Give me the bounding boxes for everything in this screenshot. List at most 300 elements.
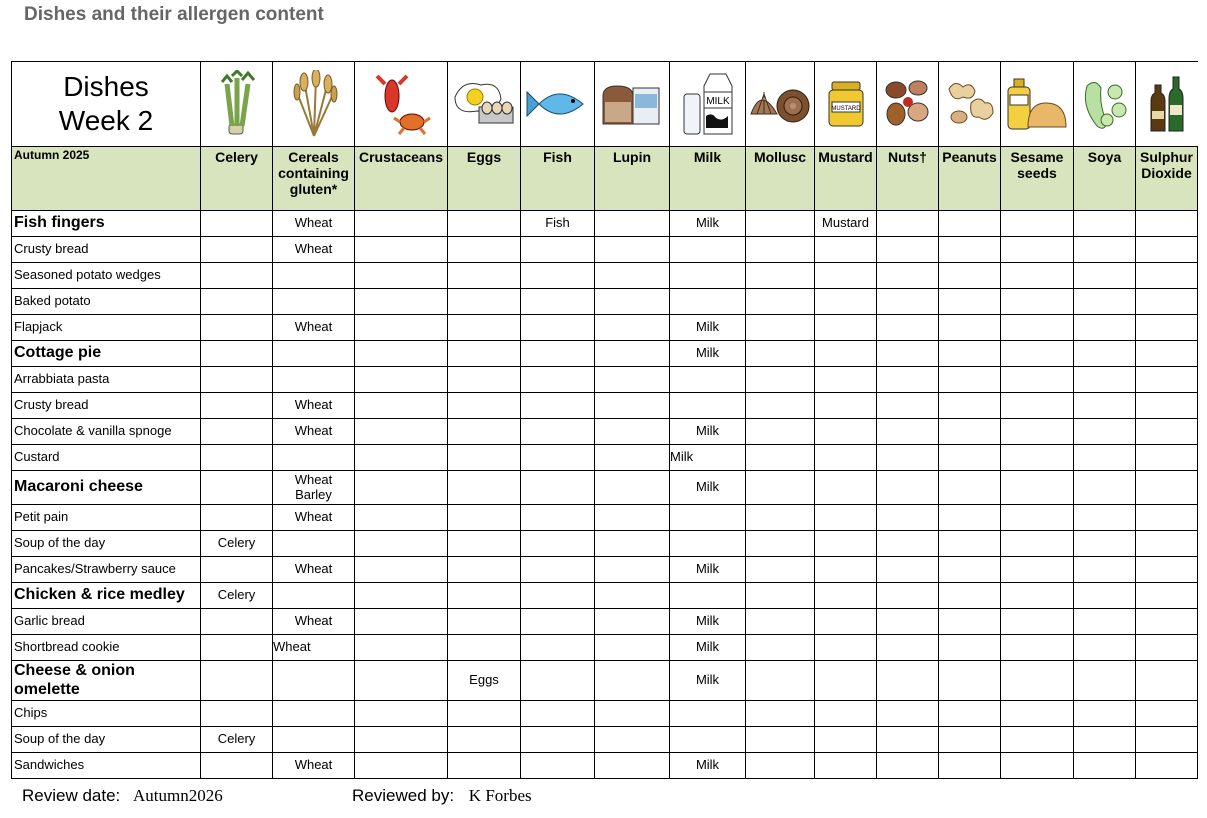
allergen-cell-soya: [1074, 393, 1136, 419]
allergen-cell-cereals-gluten: Wheat: [273, 237, 355, 263]
allergen-cell-mollusc: [746, 753, 815, 779]
allergen-cell-fish: [521, 289, 595, 315]
allergen-cell-lupin: [595, 609, 670, 635]
allergen-cell-soya: [1074, 263, 1136, 289]
allergen-cell-crustaceans: [355, 531, 448, 557]
allergen-cell-mollusc: [746, 237, 815, 263]
allergen-cell-fish: [521, 609, 595, 635]
dish-rows: [12, 211, 1198, 779]
allergen-cell-peanuts: [939, 237, 1001, 263]
allergen-cell-celery: [201, 419, 273, 445]
table-row: [12, 211, 1198, 237]
review-date-label: Review date:: [22, 786, 121, 805]
allergen-cell-soya: [1074, 661, 1136, 701]
allergen-cell-eggs: [448, 237, 521, 263]
allergen-cell-sesame: [1001, 263, 1074, 289]
allergen-cell-lupin: [595, 753, 670, 779]
allergen-cell-eggs: [448, 419, 521, 445]
allergen-cell-crustaceans: [355, 505, 448, 531]
header-lupin: Lupin: [595, 147, 670, 211]
sesame-oil-bread-icon: [1006, 77, 1068, 131]
allergen-cell-fish: [521, 661, 595, 701]
table-row: [12, 393, 1198, 419]
fish-icon-cell: [521, 62, 595, 147]
allergen-cell-sesame: [1001, 583, 1074, 609]
allergen-cell-sulphur-dioxide: [1136, 419, 1198, 445]
allergen-cell-mollusc: [746, 445, 815, 471]
allergen-cell-soya: [1074, 531, 1136, 557]
week-title-cell: [12, 62, 201, 147]
allergen-cell-nuts: [877, 419, 939, 445]
allergen-cell-soya: [1074, 609, 1136, 635]
allergen-cell-mustard: [815, 289, 877, 315]
dish-name: Arrabbiata pasta: [12, 367, 201, 393]
allergen-cell-peanuts: [939, 701, 1001, 727]
dish-name: Soup of the day: [12, 727, 201, 753]
reviewed-by: [352, 786, 532, 806]
allergen-cell-fish: Fish: [521, 211, 595, 237]
allergen-cell-sesame: [1001, 727, 1074, 753]
allergen-cell-sesame: [1001, 609, 1074, 635]
allergen-cell-sulphur-dioxide: [1136, 727, 1198, 753]
dish-name: Sandwiches: [12, 753, 201, 779]
allergen-cell-crustaceans: [355, 583, 448, 609]
allergen-cell-mustard: Mustard: [815, 211, 877, 237]
crustacean-icon-cell: [355, 62, 448, 147]
allergen-cell-milk: [670, 289, 746, 315]
allergen-cell-crustaceans: [355, 419, 448, 445]
allergen-cell-cereals-gluten: [273, 531, 355, 557]
allergen-cell-eggs: [448, 557, 521, 583]
allergen-cell-mustard: [815, 753, 877, 779]
allergen-cell-lupin: [595, 471, 670, 505]
allergen-cell-soya: [1074, 367, 1136, 393]
allergen-cell-celery: [201, 237, 273, 263]
allergen-cell-nuts: [877, 609, 939, 635]
allergen-cell-eggs: [448, 315, 521, 341]
allergen-cell-nuts: [877, 289, 939, 315]
table-row: [12, 531, 1198, 557]
allergen-cell-celery: [201, 635, 273, 661]
allergen-cell-lupin: [595, 701, 670, 727]
header-sesame: Sesame seeds: [1001, 147, 1074, 211]
dish-name: Cottage pie: [12, 341, 201, 367]
allergen-cell-milk: Milk: [670, 557, 746, 583]
season-label: Autumn 2025: [12, 147, 201, 211]
allergen-cell-lupin: [595, 505, 670, 531]
allergen-cell-cereals-gluten: Wheat: [273, 635, 355, 661]
allergen-cell-mustard: [815, 609, 877, 635]
allergen-cell-fish: [521, 471, 595, 505]
lupin-icon-cell: [595, 62, 670, 147]
allergen-cell-cereals-gluten: Wheat: [273, 753, 355, 779]
allergen-cell-lupin: [595, 341, 670, 367]
allergen-cell-sulphur-dioxide: [1136, 341, 1198, 367]
allergen-cell-mollusc: [746, 557, 815, 583]
allergen-cell-fish: [521, 727, 595, 753]
allergen-cell-sesame: [1001, 505, 1074, 531]
header-fish: Fish: [521, 147, 595, 211]
dish-name: Petit pain: [12, 505, 201, 531]
allergen-cell-nuts: [877, 583, 939, 609]
allergen-cell-lupin: [595, 583, 670, 609]
allergen-cell-celery: [201, 557, 273, 583]
allergen-cell-cereals-gluten: Wheat: [273, 419, 355, 445]
allergen-cell-soya: [1074, 237, 1136, 263]
allergen-cell-sulphur-dioxide: [1136, 753, 1198, 779]
peanuts-icon: [943, 77, 997, 131]
allergen-cell-lupin: [595, 289, 670, 315]
allergen-cell-mollusc: [746, 471, 815, 505]
allergen-cell-sesame: [1001, 211, 1074, 237]
allergen-cell-celery: [201, 445, 273, 471]
dish-name: Chocolate & vanilla spnoge: [12, 419, 201, 445]
table-row: [12, 661, 1198, 701]
allergen-cell-mollusc: [746, 583, 815, 609]
svg-text:MUSTARD: MUSTARD: [830, 106, 861, 112]
allergen-cell-milk: [670, 531, 746, 557]
table-row: [12, 583, 1198, 609]
allergen-cell-cereals-gluten: [273, 263, 355, 289]
allergen-cell-milk: Milk: [670, 341, 746, 367]
table-row: [12, 263, 1198, 289]
allergen-cell-fish: [521, 505, 595, 531]
allergen-cell-eggs: [448, 635, 521, 661]
allergen-cell-sesame: [1001, 557, 1074, 583]
allergen-cell-milk: [670, 727, 746, 753]
nuts-icon-cell: [877, 62, 939, 147]
allergen-cell-celery: [201, 471, 273, 505]
allergen-cell-cereals-gluten: [273, 701, 355, 727]
allergen-cell-fish: [521, 237, 595, 263]
allergen-cell-lupin: [595, 531, 670, 557]
table-row: [12, 419, 1198, 445]
allergen-cell-mollusc: [746, 315, 815, 341]
allergen-cell-peanuts: [939, 445, 1001, 471]
allergen-cell-lupin: [595, 445, 670, 471]
dish-name: Seasoned potato wedges: [12, 263, 201, 289]
allergen-cell-mustard: [815, 237, 877, 263]
allergen-cell-sesame: [1001, 635, 1074, 661]
allergen-cell-crustaceans: [355, 701, 448, 727]
allergen-cell-nuts: [877, 263, 939, 289]
allergen-cell-milk: Milk: [670, 315, 746, 341]
allergen-cell-cereals-gluten: Wheat: [273, 315, 355, 341]
header-mollusc: Mollusc: [746, 147, 815, 211]
dish-name: Cheese & onion omelette: [12, 661, 201, 701]
dish-name: Crusty bread: [12, 393, 201, 419]
allergen-cell-eggs: [448, 609, 521, 635]
allergen-cell-lupin: [595, 315, 670, 341]
dish-name: Shortbread cookie: [12, 635, 201, 661]
allergen-cell-cereals-gluten: Wheat Barley: [273, 471, 355, 505]
allergen-cell-eggs: [448, 263, 521, 289]
allergen-cell-peanuts: [939, 583, 1001, 609]
table-row: [12, 341, 1198, 367]
allergen-cell-cereals-gluten: [273, 367, 355, 393]
allergen-cell-nuts: [877, 445, 939, 471]
allergen-cell-soya: [1074, 557, 1136, 583]
table-row: [12, 609, 1198, 635]
reviewed-by-label: Reviewed by:: [352, 786, 455, 805]
allergen-cell-mustard: [815, 471, 877, 505]
allergen-cell-mustard: [815, 505, 877, 531]
allergen-cell-eggs: [448, 445, 521, 471]
allergen-cell-sulphur-dioxide: [1136, 471, 1198, 505]
eggs-icon-cell: [448, 62, 521, 147]
allergen-cell-cereals-gluten: Wheat: [273, 211, 355, 237]
allergen-cell-soya: [1074, 701, 1136, 727]
allergen-cell-mollusc: [746, 505, 815, 531]
allergen-cell-lupin: [595, 419, 670, 445]
dish-name: Chicken & rice medley: [12, 583, 201, 609]
allergen-cell-sesame: [1001, 753, 1074, 779]
allergen-cell-crustaceans: [355, 661, 448, 701]
allergen-cell-lupin: [595, 393, 670, 419]
allergen-cell-celery: Celery: [201, 727, 273, 753]
allergen-cell-nuts: [877, 505, 939, 531]
allergen-cell-nuts: [877, 531, 939, 557]
mollusc-icon-cell: [746, 62, 815, 147]
allergen-cell-peanuts: [939, 471, 1001, 505]
document-title: Dishes and their allergen content: [24, 4, 324, 25]
allergen-cell-sulphur-dioxide: [1136, 263, 1198, 289]
allergen-cell-mollusc: [746, 609, 815, 635]
wheat-icon: [284, 70, 344, 138]
allergen-cell-crustaceans: [355, 315, 448, 341]
dish-name: Macaroni cheese: [12, 471, 201, 505]
dish-name: Flapjack: [12, 315, 201, 341]
allergen-cell-crustaceans: [355, 609, 448, 635]
allergen-cell-crustaceans: [355, 727, 448, 753]
lobster-crab-icon: [370, 72, 432, 136]
allergen-cell-sesame: [1001, 367, 1074, 393]
allergen-cell-sesame: [1001, 471, 1074, 505]
allergen-cell-fish: [521, 701, 595, 727]
allergen-cell-fish: [521, 367, 595, 393]
allergen-cell-crustaceans: [355, 289, 448, 315]
allergen-cell-milk: [670, 505, 746, 531]
allergen-cell-lupin: [595, 263, 670, 289]
allergen-cell-peanuts: [939, 661, 1001, 701]
allergen-cell-lupin: [595, 237, 670, 263]
allergen-cell-cereals-gluten: Wheat: [273, 609, 355, 635]
allergen-cell-peanuts: [939, 531, 1001, 557]
allergen-cell-sulphur-dioxide: [1136, 393, 1198, 419]
allergen-cell-mustard: [815, 661, 877, 701]
allergen-cell-crustaceans: [355, 263, 448, 289]
allergen-cell-milk: [670, 701, 746, 727]
peanuts-icon-cell: [939, 62, 1001, 147]
allergen-cell-eggs: [448, 211, 521, 237]
nuts-icon: [882, 76, 934, 132]
allergen-cell-sesame: [1001, 445, 1074, 471]
allergen-cell-cereals-gluten: Wheat: [273, 393, 355, 419]
dish-name: Garlic bread: [12, 609, 201, 635]
allergen-cell-eggs: [448, 393, 521, 419]
allergen-cell-soya: [1074, 341, 1136, 367]
allergen-cell-eggs: [448, 341, 521, 367]
allergen-cell-mollusc: [746, 661, 815, 701]
allergen-cell-milk: [670, 583, 746, 609]
allergen-cell-mollusc: [746, 635, 815, 661]
allergen-cell-nuts: [877, 635, 939, 661]
allergen-cell-mustard: [815, 727, 877, 753]
allergen-cell-peanuts: [939, 419, 1001, 445]
allergen-cell-eggs: [448, 531, 521, 557]
allergen-cell-soya: [1074, 505, 1136, 531]
header-crustaceans: Crustaceans: [355, 147, 448, 211]
allergen-cell-peanuts: [939, 211, 1001, 237]
allergen-cell-sulphur-dioxide: [1136, 237, 1198, 263]
dish-name: Pancakes/Strawberry sauce: [12, 557, 201, 583]
allergen-cell-crustaceans: [355, 341, 448, 367]
allergen-cell-soya: [1074, 289, 1136, 315]
lupin-flour-icon: [599, 82, 665, 126]
fish-icon: [525, 84, 591, 124]
allergen-cell-sulphur-dioxide: [1136, 315, 1198, 341]
allergen-cell-crustaceans: [355, 753, 448, 779]
allergen-cell-mustard: [815, 263, 877, 289]
table-row: [12, 367, 1198, 393]
allergen-cell-milk: Milk: [670, 753, 746, 779]
allergen-cell-nuts: [877, 367, 939, 393]
allergen-cell-sesame: [1001, 419, 1074, 445]
allergen-cell-nuts: [877, 393, 939, 419]
allergen-cell-celery: [201, 289, 273, 315]
allergen-cell-mollusc: [746, 531, 815, 557]
allergen-cell-eggs: [448, 753, 521, 779]
allergen-cell-sulphur-dioxide: [1136, 583, 1198, 609]
allergen-cell-sesame: [1001, 237, 1074, 263]
dish-name: Fish fingers: [12, 211, 201, 237]
allergen-cell-peanuts: [939, 505, 1001, 531]
review-date: [22, 786, 223, 806]
allergen-cell-soya: [1074, 583, 1136, 609]
allergen-cell-mustard: [815, 419, 877, 445]
allergen-cell-nuts: [877, 471, 939, 505]
allergen-cell-lupin: [595, 635, 670, 661]
allergen-cell-peanuts: [939, 341, 1001, 367]
dish-name: Baked potato: [12, 289, 201, 315]
allergen-cell-sulphur-dioxide: [1136, 661, 1198, 701]
allergen-cell-mollusc: [746, 367, 815, 393]
allergen-cell-eggs: [448, 289, 521, 315]
sesame-icon-cell: [1001, 62, 1074, 147]
allergen-cell-sulphur-dioxide: [1136, 505, 1198, 531]
allergen-cell-milk: Milk: [670, 609, 746, 635]
allergen-cell-eggs: [448, 701, 521, 727]
allergen-cell-soya: [1074, 445, 1136, 471]
allergen-cell-crustaceans: [355, 211, 448, 237]
allergen-cell-sesame: [1001, 341, 1074, 367]
allergen-cell-peanuts: [939, 289, 1001, 315]
allergen-cell-mustard: [815, 341, 877, 367]
allergen-cell-soya: [1074, 753, 1136, 779]
allergen-cell-sesame: [1001, 701, 1074, 727]
allergen-cell-sesame: [1001, 315, 1074, 341]
allergen-cell-crustaceans: [355, 445, 448, 471]
wine-beer-bottles-icon: [1147, 75, 1187, 133]
allergen-cell-eggs: [448, 727, 521, 753]
allergen-cell-fish: [521, 445, 595, 471]
week-title-line2: Week 2: [58, 105, 154, 136]
allergen-cell-sesame: [1001, 531, 1074, 557]
allergen-cell-peanuts: [939, 727, 1001, 753]
allergen-cell-sulphur-dioxide: [1136, 609, 1198, 635]
celery-icon: [212, 70, 262, 138]
allergen-cell-eggs: [448, 367, 521, 393]
allergen-cell-cereals-gluten: [273, 583, 355, 609]
allergen-cell-fish: [521, 315, 595, 341]
dish-name: Crusty bread: [12, 237, 201, 263]
soya-icon-cell: [1074, 62, 1136, 147]
table-row: [12, 753, 1198, 779]
allergen-cell-nuts: [877, 701, 939, 727]
allergen-cell-sulphur-dioxide: [1136, 289, 1198, 315]
mustard-icon-cell: [815, 62, 877, 147]
table-row: [12, 557, 1198, 583]
mustard-jar-icon: [826, 80, 866, 128]
icon-row: [12, 62, 1198, 147]
allergen-cell-soya: [1074, 419, 1136, 445]
allergen-cell-mustard: [815, 393, 877, 419]
table-row: [12, 727, 1198, 753]
table-row: [12, 445, 1198, 471]
allergen-cell-fish: [521, 583, 595, 609]
allergen-cell-celery: [201, 661, 273, 701]
allergen-cell-nuts: [877, 753, 939, 779]
allergen-cell-lupin: [595, 661, 670, 701]
allergen-table: [11, 61, 1198, 779]
allergen-cell-fish: [521, 753, 595, 779]
allergen-cell-cereals-gluten: [273, 661, 355, 701]
milk-icon-cell: [670, 62, 746, 147]
allergen-cell-crustaceans: [355, 367, 448, 393]
allergen-cell-milk: Milk: [670, 419, 746, 445]
allergen-cell-sulphur-dioxide: [1136, 557, 1198, 583]
allergen-cell-mollusc: [746, 419, 815, 445]
table-row: [12, 635, 1198, 661]
allergen-cell-lupin: [595, 727, 670, 753]
svg-text:MILK: MILK: [705, 96, 730, 107]
allergen-cell-milk: [670, 367, 746, 393]
allergen-cell-mollusc: [746, 263, 815, 289]
allergen-cell-mustard: [815, 315, 877, 341]
allergen-cell-celery: [201, 367, 273, 393]
allergen-cell-mollusc: [746, 341, 815, 367]
allergen-cell-fish: [521, 341, 595, 367]
allergen-cell-nuts: [877, 211, 939, 237]
allergen-cell-celery: [201, 753, 273, 779]
allergen-cell-milk: Milk: [670, 471, 746, 505]
allergen-cell-celery: [201, 341, 273, 367]
allergen-cell-nuts: [877, 727, 939, 753]
allergen-cell-peanuts: [939, 609, 1001, 635]
allergen-cell-nuts: [877, 661, 939, 701]
allergen-cell-milk: Milk: [670, 661, 746, 701]
allergen-cell-milk: [670, 393, 746, 419]
allergen-cell-soya: [1074, 727, 1136, 753]
allergen-cell-cereals-gluten: [273, 289, 355, 315]
allergen-cell-lupin: [595, 367, 670, 393]
header-nuts: Nuts†: [877, 147, 939, 211]
allergen-cell-mollusc: [746, 289, 815, 315]
allergen-cell-celery: Celery: [201, 583, 273, 609]
allergen-cell-peanuts: [939, 393, 1001, 419]
week-title-line1: Dishes: [63, 71, 149, 103]
allergen-cell-mollusc: [746, 211, 815, 237]
